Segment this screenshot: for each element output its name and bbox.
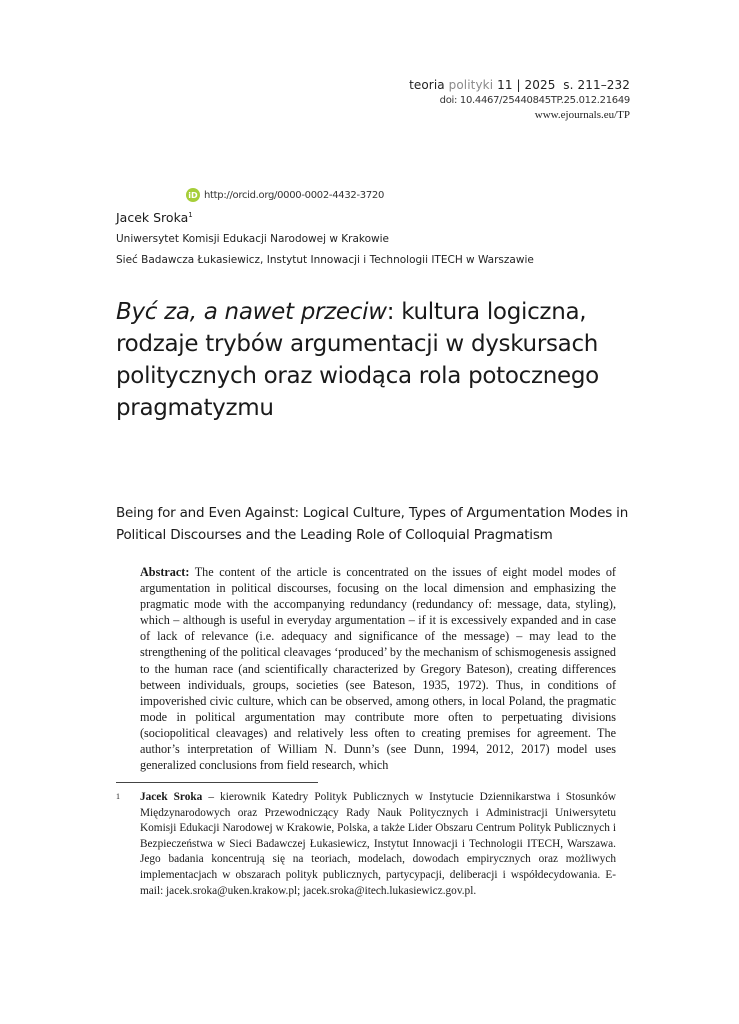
abstract-label: Abstract:	[140, 565, 190, 579]
orcid-link[interactable]: http://orcid.org/0000-0002-4432-3720	[204, 189, 385, 201]
affiliation-1: Uniwersytet Komisji Edukacji Narodowej w Krakowie	[116, 233, 389, 245]
footnote-divider	[116, 782, 318, 783]
title-polish-italic: Być za, a nawet przeciw	[116, 299, 387, 325]
journal-name-part2: polityki	[448, 78, 494, 92]
author-name	[116, 210, 193, 225]
volume-pages: 11 | 2025 s. 211–232	[497, 78, 630, 92]
title-polish-rest: : kultura logiczna, rodzaje trybów argumentacji w dyskursach politycznych oraz wiodąca rola potocznego pragmatyzmu	[116, 299, 599, 421]
footnote-number: 1	[116, 792, 120, 801]
footnote-text: – kierownik Katedry Polityk Publicznych w Instytucie Dziennikarstwa i Stosunków Międzynarodowych oraz Przewodniczący Rady Nauk Politycznych i Administracji Uniwersytetu Komisji Edukacji Narodowej w Krakowie, Polska, a także Lider Obszaru Centrum Polityk Publicznych i Bezpieczeństwa w Sieci Badawczej Łukasiewicz, Instytut Innowacji i Technologii ITECH, Warszawa. Jego badania koncentrują się na teoriach, modelach, dowodach empirycznych oraz możliwych implementacjach w obszarach polityk publicznych, partycypacji, deliberacji i współdecydowania. E-mail: jacek.sroka@uken.krakow.pl; jacek.sroka@itech.lukasiewicz.gov.pl.	[140, 791, 616, 897]
orcid-row[interactable]	[186, 188, 384, 202]
journal-line	[409, 78, 630, 92]
author-footnote-marker[interactable]: 1	[188, 210, 193, 219]
abstract	[140, 564, 616, 773]
journal-website[interactable]: www.ejournals.eu/TP	[534, 109, 630, 121]
journal-name-part1: teoria	[409, 78, 445, 92]
journal-header	[409, 78, 630, 121]
orcid-icon: iD	[186, 188, 200, 202]
author-name-text: Jacek Sroka	[116, 210, 189, 225]
footnote	[140, 790, 616, 899]
title-polish	[116, 296, 636, 424]
doi-line[interactable]: doi: 10.4467/25440845TP.25.012.21649	[439, 95, 630, 106]
abstract-text: The content of the article is concentrated on the issues of eight model modes of argumentation in political discourses, focusing on the local dimension and emphasizing the pragmatic mode with the accompanying redundancy (redundancy of: message, data, styling), which – although is useful in everyday argumentation – if it is excessively expanded and in case of lack of relevance (i.e. adequacy and significance of the message) – may lead to the strengthening of the political cleavages ‘produced’ by the mechanism of schismogenesis assigned to the human race (and scientifically characterized by Gregory Bateson), creating differences between individuals, groups, societies (see Bateson, 1935, 1972). Thus, in conditions of impoverished civic culture, which can be observed, among others, in local Poland, the pragmatic mode in political argumentation may contribute more often to perpetuating divisions (sociopolitical cleavages) and relatively less often to creating premises for agreement. The author’s interpretation of William N. Dunn’s (see Dunn, 1994, 2012, 2017) model uses generalized conclusions from field research, which	[140, 565, 616, 773]
title-english: Being for and Even Against: Logical Culture, Types of Argumentation Modes in Political Discourses and the Leading Role of Colloquial Pragmatism	[116, 505, 629, 543]
affiliation-2: Sieć Badawcza Łukasiewicz, Instytut Innowacji i Technologii ITECH w Warszawie	[116, 254, 534, 266]
footnote-author-name: Jacek Sroka	[140, 791, 203, 803]
